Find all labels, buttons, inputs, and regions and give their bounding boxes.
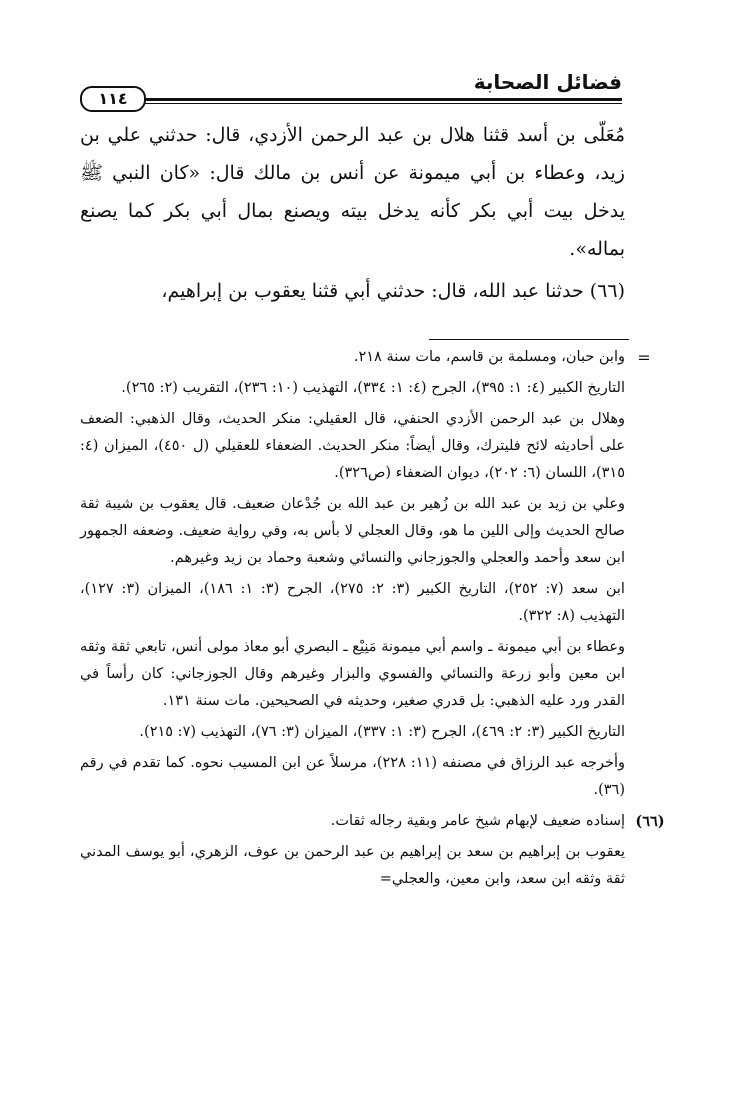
main-paragraph-1: مُعَلّى بن أسد قثنا هلال بن عبد الرحمن الأزدي، قال: حدثني علي بن زيد، وعطاء بن أبي ميمونة عن أنس بن مالك قال: «كان النبي ﷺ يدخل بيت أبي بكر كأنه يدخل بيته ويصنع بمال أبي بكر كما يصنع بماله». <box>80 124 625 260</box>
page-number: ١١٤ <box>80 86 146 112</box>
footnote-number: (٦٦) <box>635 813 665 830</box>
footnote-line: التاريخ الكبير (٤: ١: ٣٩٥)، الجرح (٤: ١: ٣٣٤)، التهذيب (١٠: ٢٣٦)، التقريب (٢: ٢٦٥). <box>121 380 625 396</box>
header-rule-thin <box>82 103 622 104</box>
footnote-line: وعطاء بن أبي ميمونة ـ واسم أبي ميمونة مَنِيْع ـ البصري أبو معاذ مولى أنس، تابعي ثقة وثقه ابن معين وأبو زرعة والنسائي والفسوي والبزار وغيرهم وقال الجوزجاني: كان رأساً في القدر ورد عليه الذهبي: بل قدري صغير، وحديثه في الصحيحين. مات سنة ١٣١. <box>80 639 625 709</box>
footnote-66 <box>80 808 665 893</box>
footnote-line: ابن سعد (٧: ٢٥٢)، التاريخ الكبير (٣: ٢: ٢٧٥)، الجرح (٣: ١: ١٨٦)، الميزان (٣: ١٢٧)، التهذيب (٨: ٣٢٢). <box>80 581 625 624</box>
footnote-line: وأخرجه عبد الرزاق في مصنفه (١١: ٢٢٨)، مرسلاً عن ابن المسيب نحوه. كما تقدم في رقم (٣٦). <box>80 755 625 798</box>
footnotes <box>80 344 665 897</box>
page-header <box>82 64 622 112</box>
main-text <box>80 116 625 310</box>
footnote-line: وهلال بن عبد الرحمن الأزدي الحنفي، قال العقيلي: منكر الحديث، وقال الذهبي: الضعف على أحاديثه لائح فليترك، وقال أيضاً: منكر الحديث. الضعفاء للعقيلي (ل ٤٥٠)، الميزان (٤: ٣١٥)، اللسان (٦: ٢٠٢)، ديوان الضعفاء (ص٣٢٦). <box>80 411 625 481</box>
continuation-marker: = <box>637 348 651 367</box>
footnote-line: يعقوب بن إبراهيم بن سعد بن إبراهيم بن عبد الرحمن بن عوف، الزهري، أبو يوسف المدني ثقة وثقه ابن سعد، وابن معين، والعجلي= <box>80 844 625 887</box>
footnote-divider <box>429 339 629 340</box>
header-rule-thick <box>82 98 622 101</box>
main-paragraph-2: (٦٦) حدثنا عبد الله، قال: حدثني أبي قثنا يعقوب بن إبراهيم، <box>161 280 625 302</box>
footnote-line: التاريخ الكبير (٣: ٢: ٤٦٩)، الجرح (٣: ١: ٣٣٧)، الميزان (٣: ٧٦)، التهذيب (٧: ٢١٥). <box>139 724 625 740</box>
running-title: فضائل الصحابة <box>473 70 622 94</box>
footnote-line: وابن حبان، ومسلمة بن قاسم، مات سنة ٢١٨. <box>353 349 625 365</box>
footnote-line: وعلي بن زيد بن عبد الله بن زُهير بن عبد الله بن جُدْعان ضعيف. قال يعقوب بن شيبة ثقة صالح الحديث وإلى اللين ما هو، وقال العجلي لا بأس به، وفي رواية ضعيف. وضعفه الجمهور ابن سعد وأحمد والعجلي والجوزجاني والنسائي وشعبة وحماد بن زيد وغيرهم. <box>80 496 625 566</box>
footnote-line: إسناده ضعيف لإبهام شيخ عامر وبقية رجاله ثقات. <box>330 813 625 829</box>
